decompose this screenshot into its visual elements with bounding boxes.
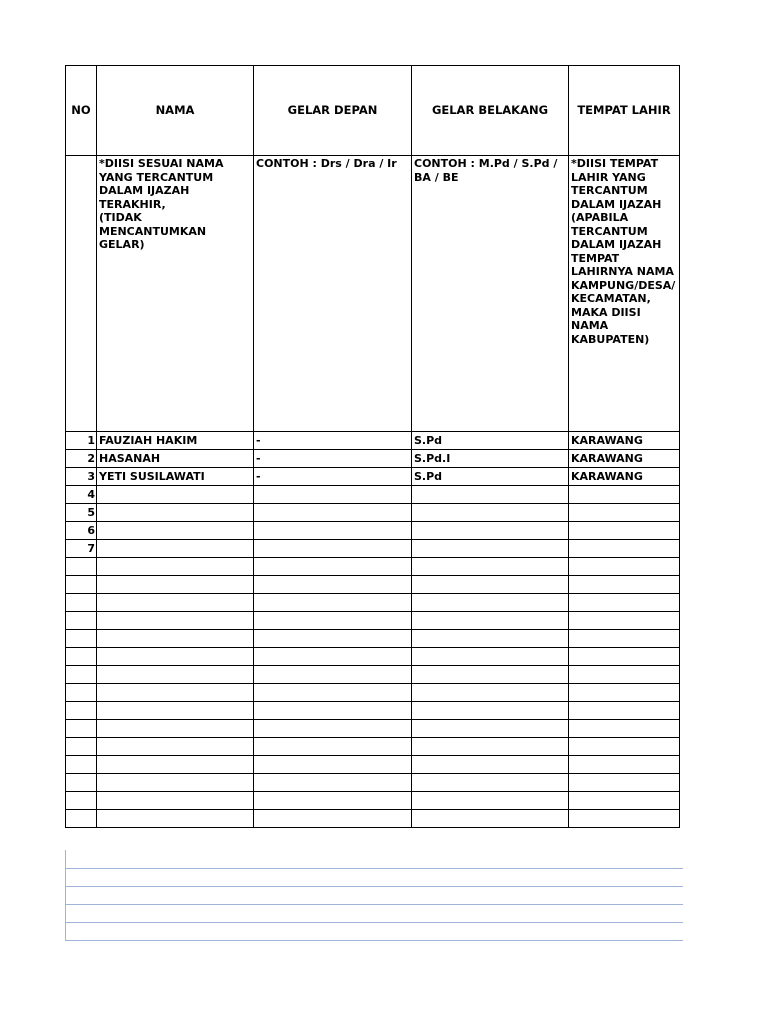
cell-tempat-lahir[interactable] <box>569 648 680 666</box>
cell-tempat-lahir[interactable] <box>569 792 680 810</box>
cell-nama[interactable] <box>97 720 254 738</box>
cell-tempat-lahir[interactable] <box>569 666 680 684</box>
cell-no[interactable]: 3 <box>66 468 97 486</box>
cell-gelar-belakang[interactable] <box>412 702 569 720</box>
table-row <box>66 810 680 828</box>
cell-tempat-lahir[interactable] <box>569 504 680 522</box>
cell-no[interactable] <box>66 702 97 720</box>
header-gelar-depan: GELAR DEPAN <box>254 66 412 156</box>
cell-gelar-belakang[interactable] <box>412 738 569 756</box>
cell-no[interactable] <box>66 774 97 792</box>
cell-tempat-lahir[interactable] <box>569 630 680 648</box>
cell-nama[interactable] <box>97 486 254 504</box>
cell-no[interactable] <box>66 594 97 612</box>
table-row <box>66 576 680 594</box>
cell-no[interactable] <box>66 576 97 594</box>
cell-tempat-lahir[interactable]: KARAWANG <box>569 450 680 468</box>
cell-gelar-depan[interactable] <box>254 720 412 738</box>
table-row <box>66 450 680 468</box>
cell-gelar-depan[interactable] <box>254 576 412 594</box>
cell-nama[interactable] <box>97 666 254 684</box>
cell-gelar-belakang[interactable] <box>412 774 569 792</box>
table-row <box>66 666 680 684</box>
cell-gelar-depan[interactable] <box>254 486 412 504</box>
cell-gelar-belakang[interactable] <box>412 576 569 594</box>
cell-gelar-depan[interactable] <box>254 756 412 774</box>
note-no-cell[interactable] <box>66 156 97 432</box>
gridline <box>66 940 683 941</box>
cell-nama[interactable] <box>97 684 254 702</box>
cell-tempat-lahir[interactable] <box>569 702 680 720</box>
cell-gelar-depan[interactable] <box>254 648 412 666</box>
cell-nama[interactable] <box>97 522 254 540</box>
cell-tempat-lahir[interactable] <box>569 558 680 576</box>
cell-no[interactable]: 6 <box>66 522 97 540</box>
table-row <box>66 702 680 720</box>
cell-gelar-belakang[interactable] <box>412 558 569 576</box>
cell-gelar-belakang[interactable] <box>412 666 569 684</box>
table-row <box>66 558 680 576</box>
cell-no[interactable]: 7 <box>66 540 97 558</box>
cell-gelar-belakang[interactable] <box>412 684 569 702</box>
cell-gelar-depan[interactable]: - <box>254 450 412 468</box>
cell-no[interactable] <box>66 630 97 648</box>
table-row <box>66 486 680 504</box>
cell-no[interactable] <box>66 792 97 810</box>
cell-tempat-lahir[interactable] <box>569 810 680 828</box>
cell-no[interactable] <box>66 612 97 630</box>
cell-nama[interactable] <box>97 540 254 558</box>
cell-tempat-lahir[interactable] <box>569 486 680 504</box>
table-row <box>66 738 680 756</box>
cell-no[interactable] <box>66 648 97 666</box>
cell-gelar-depan[interactable]: - <box>254 432 412 450</box>
table-row <box>66 684 680 702</box>
header-nama: NAMA <box>97 66 254 156</box>
cell-no[interactable] <box>66 720 97 738</box>
cell-nama[interactable] <box>97 576 254 594</box>
cell-gelar-depan[interactable] <box>254 666 412 684</box>
table-row <box>66 630 680 648</box>
gridline <box>66 886 683 887</box>
cell-no[interactable]: 5 <box>66 504 97 522</box>
cell-tempat-lahir[interactable]: KARAWANG <box>569 468 680 486</box>
cell-no[interactable] <box>66 666 97 684</box>
cell-gelar-belakang[interactable] <box>412 810 569 828</box>
cell-gelar-depan[interactable] <box>254 630 412 648</box>
cell-gelar-belakang[interactable]: S.Pd <box>412 432 569 450</box>
cell-gelar-belakang[interactable] <box>412 630 569 648</box>
cell-nama[interactable] <box>97 774 254 792</box>
cell-nama[interactable] <box>97 792 254 810</box>
form-table <box>65 65 680 828</box>
table-row <box>66 612 680 630</box>
cell-nama[interactable]: HASANAH <box>97 450 254 468</box>
cell-gelar-belakang[interactable] <box>412 540 569 558</box>
cell-nama[interactable] <box>97 558 254 576</box>
cell-tempat-lahir[interactable] <box>569 594 680 612</box>
cell-nama[interactable] <box>97 738 254 756</box>
cell-nama[interactable] <box>97 810 254 828</box>
header-gelar-belakang: GELAR BELAKANG <box>412 66 569 156</box>
cell-gelar-belakang[interactable] <box>412 720 569 738</box>
cell-gelar-depan[interactable]: - <box>254 468 412 486</box>
cell-no[interactable] <box>66 810 97 828</box>
cell-tempat-lahir[interactable] <box>569 738 680 756</box>
cell-gelar-depan[interactable] <box>254 702 412 720</box>
cell-gelar-belakang[interactable] <box>412 486 569 504</box>
cell-gelar-depan[interactable] <box>254 540 412 558</box>
note-gelar-depan[interactable]: CONTOH : Drs / Dra / Ir <box>254 156 412 432</box>
cell-gelar-depan[interactable] <box>254 558 412 576</box>
table-row <box>66 540 680 558</box>
cell-nama[interactable]: FAUZIAH HAKIM <box>97 432 254 450</box>
cell-gelar-depan[interactable] <box>254 504 412 522</box>
cell-nama[interactable] <box>97 630 254 648</box>
cell-tempat-lahir[interactable]: KARAWANG <box>569 432 680 450</box>
table-row <box>66 504 680 522</box>
cell-gelar-belakang[interactable] <box>412 612 569 630</box>
cell-no[interactable] <box>66 558 97 576</box>
cell-no[interactable] <box>66 684 97 702</box>
table-row <box>66 774 680 792</box>
table-row <box>66 648 680 666</box>
cell-no[interactable] <box>66 756 97 774</box>
cell-gelar-depan[interactable] <box>254 774 412 792</box>
cell-tempat-lahir[interactable] <box>569 774 680 792</box>
table-row <box>66 720 680 738</box>
cell-gelar-belakang[interactable] <box>412 504 569 522</box>
cell-no[interactable]: 4 <box>66 486 97 504</box>
cell-nama[interactable]: YETI SUSILAWATI <box>97 468 254 486</box>
cell-tempat-lahir[interactable] <box>569 576 680 594</box>
cell-gelar-depan[interactable] <box>254 612 412 630</box>
cell-tempat-lahir[interactable] <box>569 756 680 774</box>
note-gelar-belakang[interactable]: CONTOH : M.Pd / S.Pd / BA / BE <box>412 156 569 432</box>
gridline <box>66 904 683 905</box>
cell-gelar-depan[interactable] <box>254 684 412 702</box>
cell-gelar-belakang[interactable] <box>412 756 569 774</box>
cell-gelar-belakang[interactable] <box>412 594 569 612</box>
cell-nama[interactable] <box>97 702 254 720</box>
cell-nama[interactable] <box>97 594 254 612</box>
cell-tempat-lahir[interactable] <box>569 684 680 702</box>
cell-nama[interactable] <box>97 756 254 774</box>
gridline <box>66 868 683 869</box>
table-row <box>66 432 680 450</box>
cell-gelar-depan[interactable] <box>254 810 412 828</box>
table-row <box>66 594 680 612</box>
table-row <box>66 468 680 486</box>
note-tempat-lahir[interactable]: *DIISI TEMPAT LAHIR YANG TERCANTUM DALAM IJAZAH (APABILA TERCANTUM DALAM IJAZAH TEMPAT LAHIRNYA NAMA KAMPUNG/DESA/ KECAMATAN, MAKA DIISI NAMA KABUPATEN) <box>569 156 680 432</box>
gridline <box>66 922 683 923</box>
cell-tempat-lahir[interactable] <box>569 612 680 630</box>
table-row <box>66 792 680 810</box>
instruction-row <box>66 156 680 432</box>
cell-tempat-lahir[interactable] <box>569 720 680 738</box>
header-tempat-lahir: TEMPAT LAHIR <box>569 66 680 156</box>
cell-gelar-belakang[interactable]: S.Pd <box>412 468 569 486</box>
cell-nama[interactable] <box>97 648 254 666</box>
cell-gelar-belakang[interactable] <box>412 648 569 666</box>
cell-tempat-lahir[interactable] <box>569 540 680 558</box>
cell-gelar-depan[interactable] <box>254 738 412 756</box>
cell-no[interactable] <box>66 738 97 756</box>
cell-nama[interactable] <box>97 612 254 630</box>
cell-nama[interactable] <box>97 504 254 522</box>
cell-no[interactable]: 1 <box>66 432 97 450</box>
table-row <box>66 522 680 540</box>
header-no: NO <box>66 66 97 156</box>
cell-no[interactable]: 2 <box>66 450 97 468</box>
cell-tempat-lahir[interactable] <box>569 522 680 540</box>
header-row <box>66 66 680 156</box>
cell-gelar-depan[interactable] <box>254 594 412 612</box>
note-nama[interactable]: *DIISI SESUAI NAMA YANG TERCANTUM DALAM IJAZAH TERAKHIR, (TIDAK MENCANTUMKAN GELAR) <box>97 156 254 432</box>
cell-gelar-belakang[interactable] <box>412 792 569 810</box>
cell-gelar-belakang[interactable] <box>412 522 569 540</box>
cell-gelar-depan[interactable] <box>254 792 412 810</box>
table-row <box>66 756 680 774</box>
cell-gelar-depan[interactable] <box>254 522 412 540</box>
empty-sheet-area <box>65 850 683 941</box>
cell-gelar-belakang[interactable]: S.Pd.I <box>412 450 569 468</box>
